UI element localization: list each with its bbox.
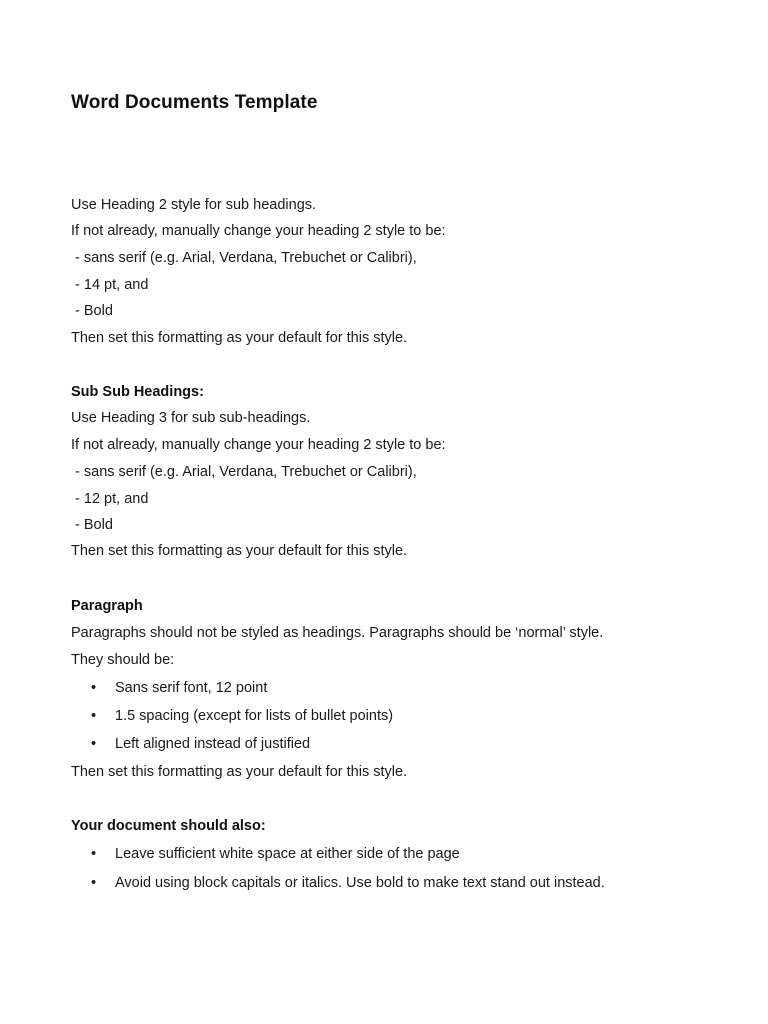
bullet-icon: • (91, 708, 97, 724)
sub-headings-line-5: - Bold (71, 303, 113, 319)
list-item-text: Avoid using block capitals or italics. Use bold to make text stand out instead. (115, 875, 605, 891)
paragraph-heading: Paragraph (71, 598, 143, 614)
list-item-text: Left aligned instead of justified (115, 736, 311, 752)
bullet-icon: • (91, 846, 97, 862)
bullet-icon: • (91, 680, 97, 696)
list-item-text: 1.5 spacing (except for lists of bullet points) (115, 708, 394, 724)
sub-headings-line-4: - 14 pt, and (71, 277, 149, 293)
sub-sub-headings-line-1: Use Heading 3 for sub sub-headings. (71, 410, 311, 426)
sub-headings-line-3: - sans serif (e.g. Arial, Verdana, Trebuchet or Calibri), (71, 250, 417, 266)
document-title: Word Documents Template (71, 92, 318, 113)
sub-sub-headings-line-2: If not already, manually change your heading 2 style to be: (71, 437, 446, 453)
sub-headings-line-6: Then set this formatting as your default for this style. (71, 330, 408, 346)
paragraph-intro-line-2: They should be: (71, 652, 175, 668)
sub-sub-headings-heading: Sub Sub Headings: (71, 384, 204, 400)
sub-headings-line-2: If not already, manually change your heading 2 style to be: (71, 223, 446, 239)
list-item-text: Sans serif font, 12 point (115, 680, 268, 696)
sub-headings-line-1: Use Heading 2 style for sub headings. (71, 197, 317, 213)
sub-sub-headings-line-5: - Bold (71, 517, 113, 533)
sub-sub-headings-line-6: Then set this formatting as your default for this style. (71, 543, 408, 559)
paragraph-closing: Then set this formatting as your default for this style. (71, 764, 408, 780)
list-item-text: Leave sufficient white space at either side of the page (115, 846, 460, 862)
paragraph-intro-line-1: Paragraphs should not be styled as headings. Paragraphs should be ‘normal’ style. (71, 625, 604, 641)
bullet-icon: • (91, 736, 97, 752)
sub-sub-headings-line-4: - 12 pt, and (71, 491, 149, 507)
also-heading: Your document should also: (71, 818, 266, 834)
bullet-icon: • (91, 875, 97, 891)
sub-sub-headings-line-3: - sans serif (e.g. Arial, Verdana, Trebuchet or Calibri), (71, 464, 417, 480)
